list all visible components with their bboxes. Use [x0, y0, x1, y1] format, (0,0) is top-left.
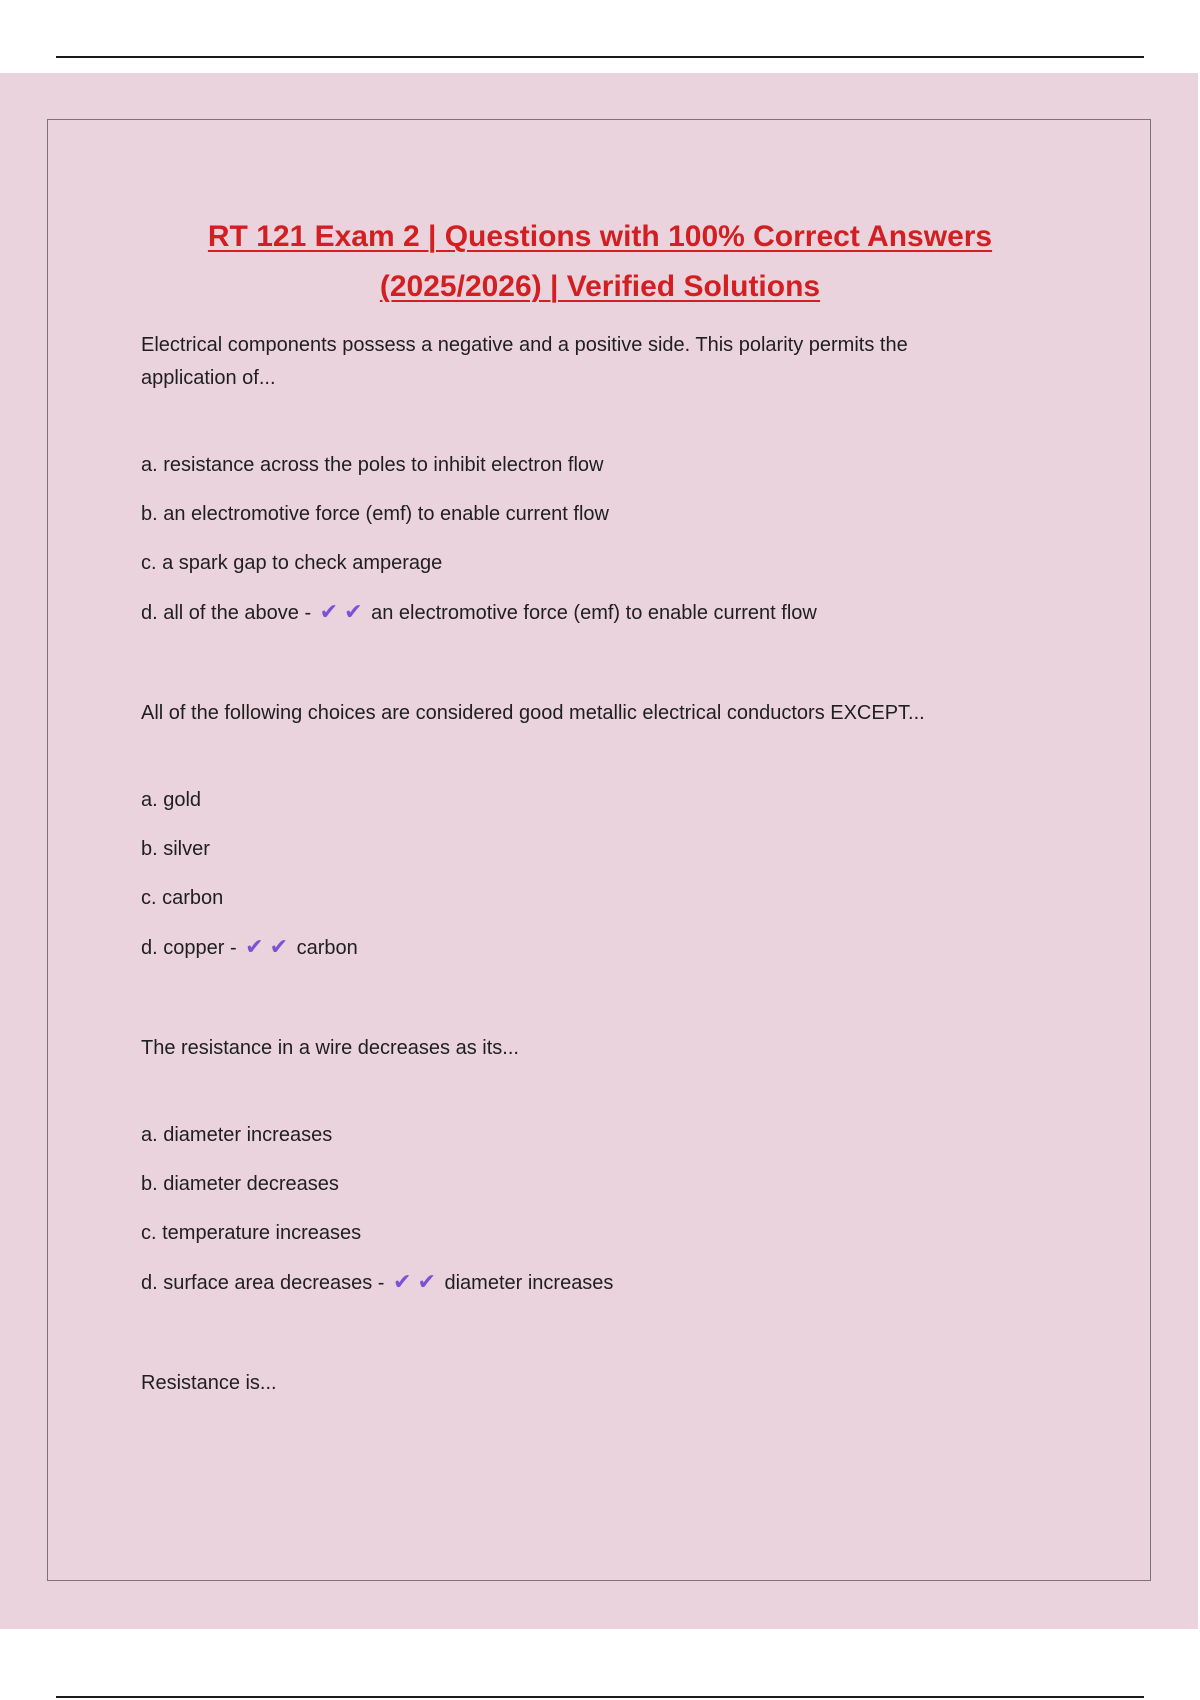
- option-d-with-answer: [141, 934, 1021, 960]
- check-icon: ✔: [269, 934, 289, 959]
- check-icon: ✔: [393, 1269, 412, 1294]
- question-4: [141, 1367, 1021, 1400]
- question-stem: All of the following choices are considered good metallic electrical conductors EXCEPT...: [141, 702, 925, 724]
- option-d: d. copper -: [141, 937, 237, 959]
- question-stem: The resistance in a wire decreases as its...: [141, 1037, 519, 1059]
- options-list: [141, 1122, 1021, 1295]
- option-a: a. gold: [141, 789, 202, 811]
- option-a: a. resistance across the poles to inhibit electron flow: [141, 454, 604, 476]
- footer-rule: [56, 1696, 1144, 1698]
- header-rule: [56, 56, 1144, 58]
- title-line-2: (2025/2026) | Verified Solutions: [379, 270, 821, 303]
- question-3: [141, 1032, 1021, 1295]
- option-d: d. surface area decreases -: [141, 1272, 385, 1294]
- correct-answer: an electromotive force (emf) to enable current flow: [371, 602, 817, 624]
- question-stem: Electrical components possess a negative and a positive side. This polarity permits the application of...: [141, 334, 908, 389]
- option-b: b. silver: [141, 838, 210, 860]
- correct-answer: carbon: [296, 937, 358, 959]
- check-icon: ✔: [245, 934, 264, 959]
- question-content: [141, 329, 1021, 1400]
- option-c: c. temperature increases: [141, 1222, 362, 1244]
- option-d-with-answer: [141, 1269, 1021, 1295]
- option-d-with-answer: [141, 599, 1021, 625]
- check-icon: ✔: [319, 599, 339, 624]
- option-c: c. carbon: [141, 887, 224, 909]
- correct-answer: diameter increases: [444, 1272, 614, 1294]
- option-b: b. diameter decreases: [141, 1173, 339, 1195]
- document-title: [120, 212, 1080, 312]
- options-list: [141, 452, 1021, 625]
- option-b: b. an electromotive force (emf) to enable current flow: [141, 503, 609, 525]
- question-2: [141, 697, 1021, 960]
- options-list: [141, 787, 1021, 960]
- check-icon: ✔: [344, 599, 363, 624]
- option-a: a. diameter increases: [141, 1124, 333, 1146]
- title-line-1: RT 121 Exam 2 | Questions with 100% Correct Answers: [207, 220, 993, 253]
- check-icon: ✔: [417, 1269, 436, 1294]
- option-c: c. a spark gap to check amperage: [141, 552, 443, 574]
- option-d: d. all of the above -: [141, 602, 312, 624]
- question-stem: Resistance is...: [141, 1372, 277, 1394]
- question-1: [141, 329, 1021, 625]
